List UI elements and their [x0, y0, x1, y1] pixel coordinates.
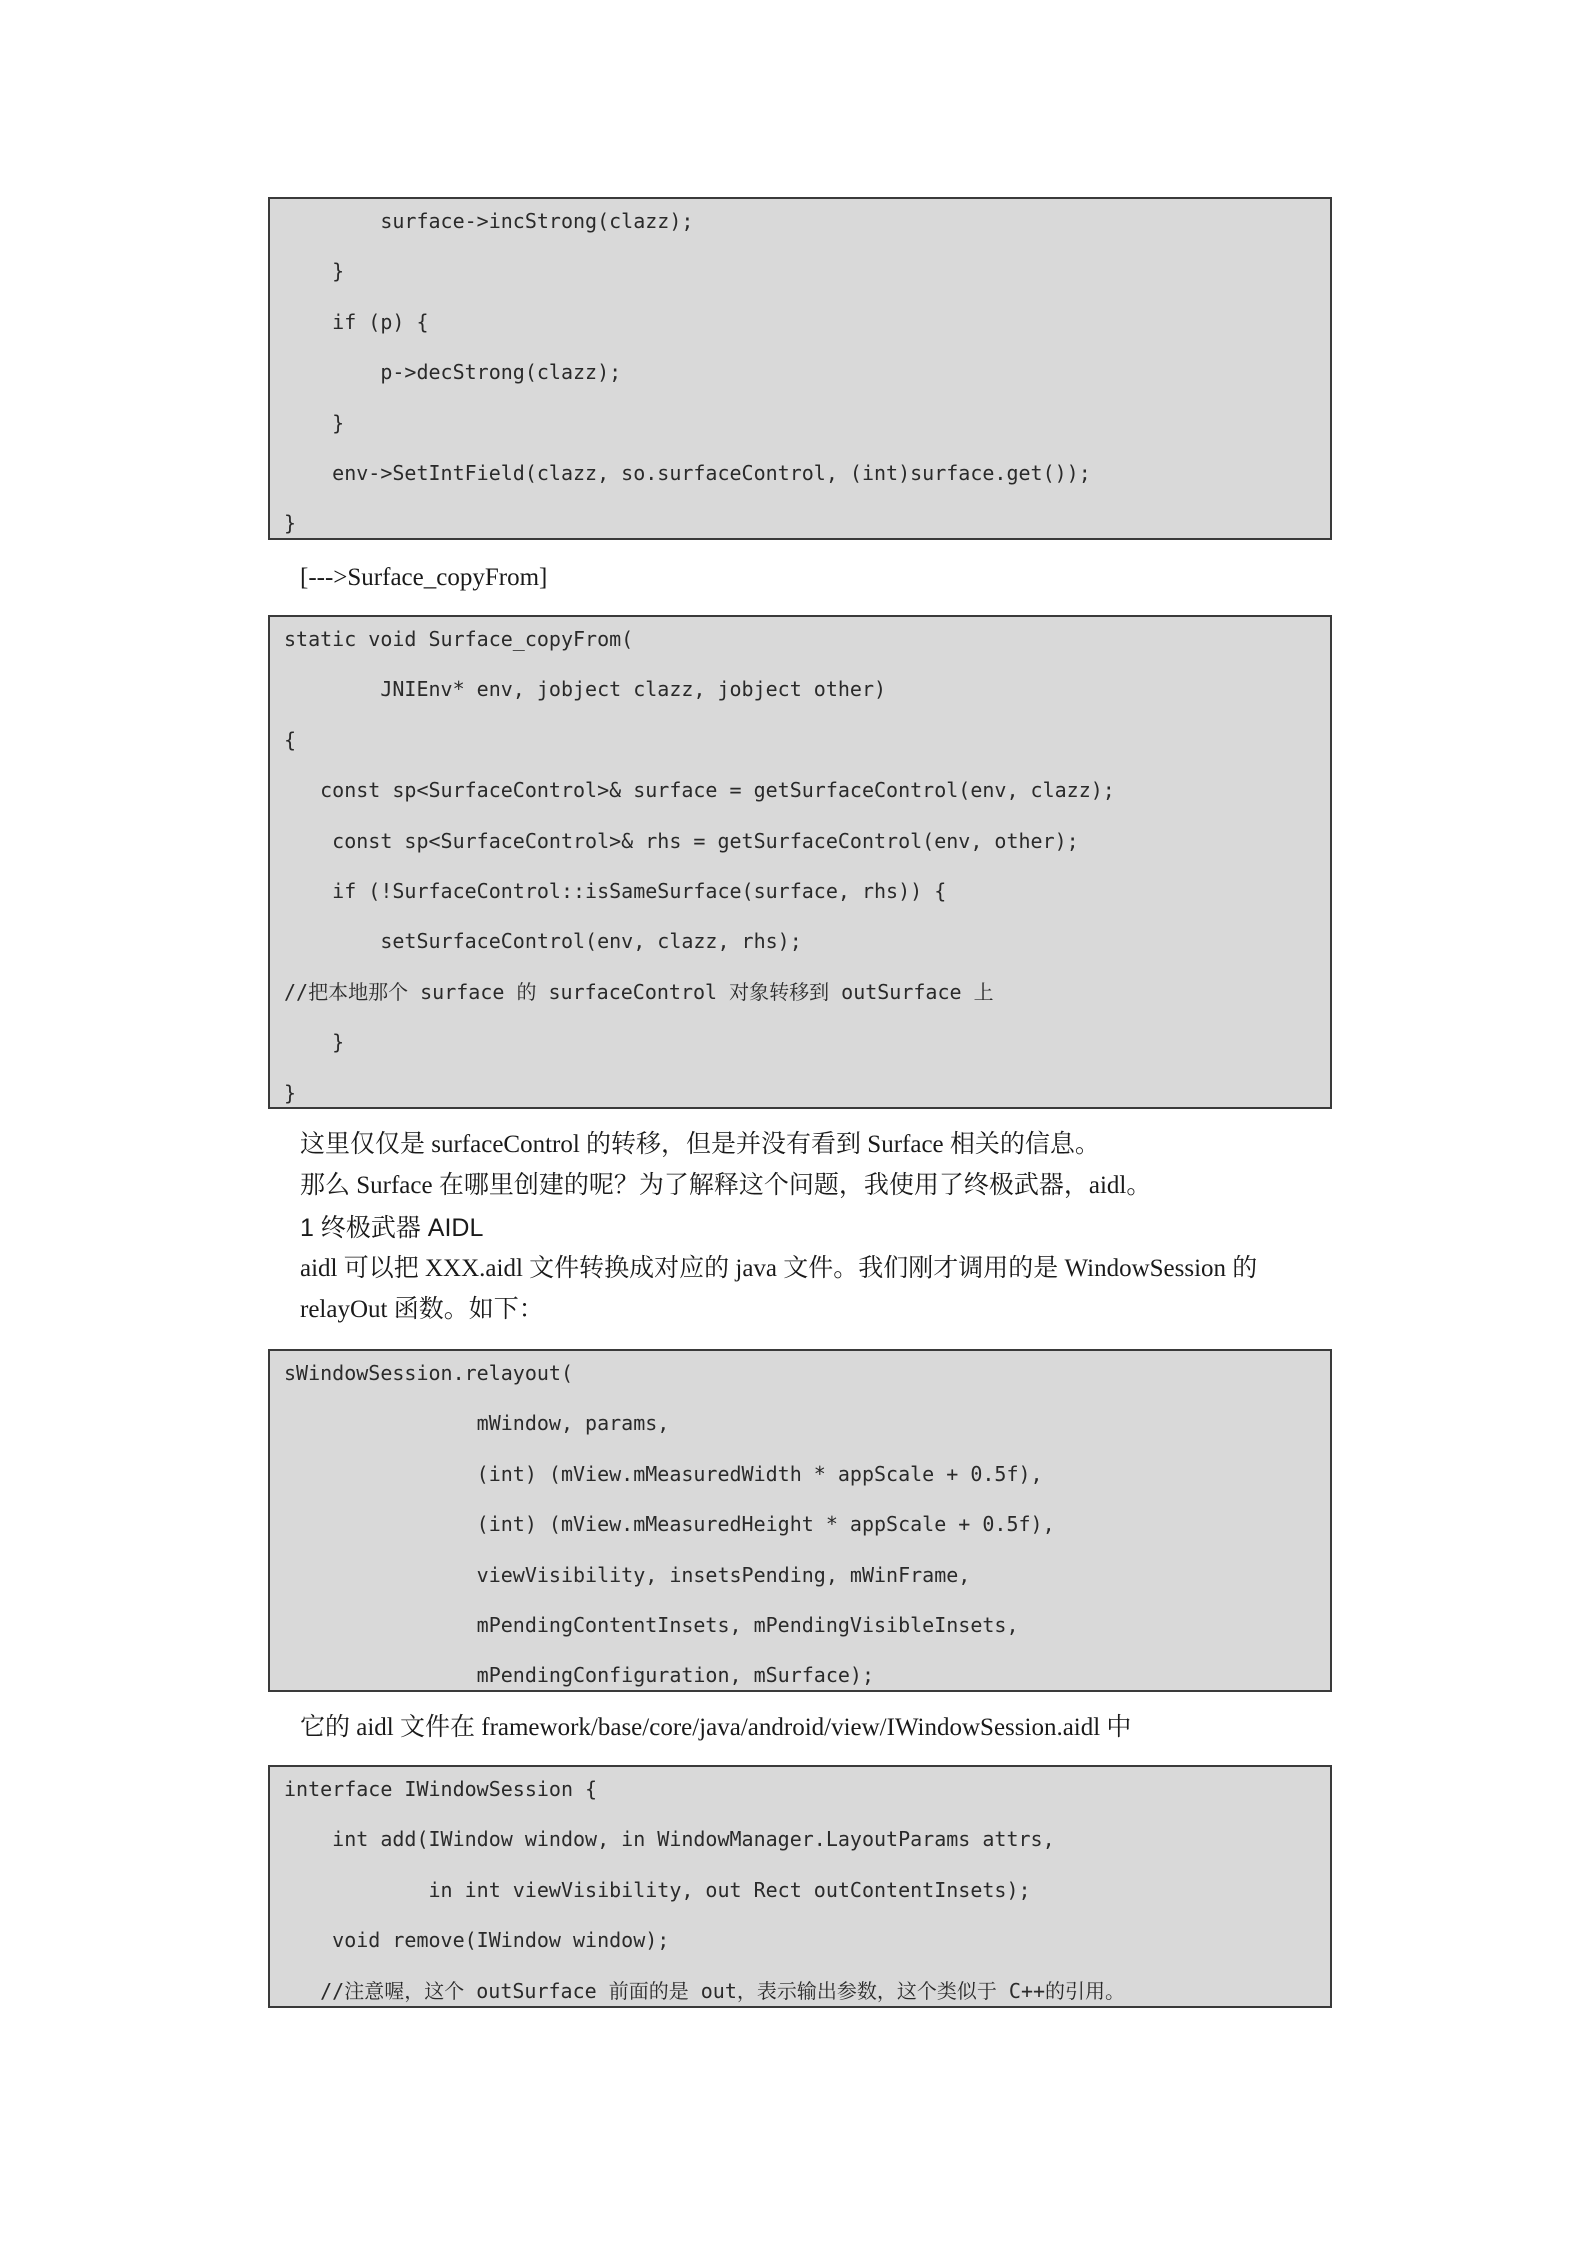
- code-line: const sp<SurfaceControl>& rhs = getSurfaceControl(env, other);: [284, 828, 1079, 853]
- code-line: p->decStrong(clazz);: [284, 360, 622, 385]
- code-line: (int) (mView.mMeasuredWidth * appScale + 0.5f),: [284, 1461, 1043, 1486]
- code-line: mWindow, params,: [284, 1411, 670, 1436]
- code-block-surface-strong: [268, 197, 1332, 540]
- code-line: mPendingContentInsets, mPendingVisibleInsets,: [284, 1612, 1019, 1637]
- paragraph-aidl-line1: aidl 可以把 XXX.aidl 文件转换成对应的 java 文件。我们刚才调用的是 WindowSession 的: [300, 1255, 1258, 1282]
- code-line: JNIEnv* env, jobject clazz, jobject other): [284, 677, 887, 702]
- code-line: }: [284, 1030, 345, 1055]
- paragraph-where-surface-created: 那么 Surface 在哪里创建的呢？为了解释这个问题，我使用了终极武器，aidl。: [300, 1172, 1152, 1199]
- code-comment-line: //注意喔，这个 outSurface 前面的是 out，表示输出参数，这个类似于 C++的引用。: [284, 1978, 1126, 2003]
- code-line: const sp<SurfaceControl>& surface = getSurfaceControl(env, clazz);: [284, 778, 1115, 803]
- code-line: }: [284, 511, 297, 536]
- code-line: setSurfaceControl(env, clazz, rhs);: [284, 929, 802, 954]
- code-block-iwindowsession-interface: [268, 1765, 1332, 2008]
- code-line: if (p) {: [284, 309, 429, 334]
- code-line: env->SetIntField(clazz, so.surfaceControl, (int)surface.get());: [284, 460, 1091, 485]
- section-heading-aidl: 1 终极武器 AIDL: [300, 1214, 484, 1242]
- code-line: }: [284, 259, 345, 284]
- code-line: viewVisibility, insetsPending, mWinFrame,: [284, 1562, 971, 1587]
- paragraph-aidl-line2: relayOut 函数。如下：: [300, 1296, 544, 1323]
- paragraph-aidl-file-path: 它的 aidl 文件在 framework/base/core/java/android/view/IWindowSession.aidl 中: [300, 1714, 1132, 1741]
- paragraph-surfacecontrol-transfer: 这里仅仅是 surfaceControl 的转移，但是并没有看到 Surface 相关的信息。: [300, 1131, 1100, 1158]
- code-line: {: [284, 727, 297, 752]
- code-line: if (!SurfaceControl::isSameSurface(surface, rhs)) {: [284, 878, 947, 903]
- code-line: (int) (mView.mMeasuredHeight * appScale + 0.5f),: [284, 1512, 1055, 1537]
- section-label-surface-copyfrom: [--->Surface_copyFrom]: [300, 564, 548, 591]
- code-line: }: [284, 410, 345, 435]
- code-line: }: [284, 1080, 297, 1105]
- code-line: mPendingConfiguration, mSurface);: [284, 1663, 875, 1688]
- code-block-surface-copyfrom: [268, 615, 1332, 1109]
- code-line: in int viewVisibility, out Rect outContentInsets);: [284, 1877, 1031, 1902]
- code-comment-line: //把本地那个 surface 的 surfaceControl 对象转移到 outSurface 上: [284, 979, 994, 1004]
- code-line: void remove(IWindow window);: [284, 1928, 670, 1953]
- code-line: surface->incStrong(clazz);: [284, 209, 694, 233]
- code-line: static void Surface_copyFrom(: [284, 627, 634, 651]
- code-line: interface IWindowSession {: [284, 1777, 598, 1801]
- code-line: sWindowSession.relayout(: [284, 1361, 573, 1385]
- code-block-relayout-call: [268, 1349, 1332, 1692]
- code-line: int add(IWindow window, in WindowManager.LayoutParams attrs,: [284, 1827, 1055, 1852]
